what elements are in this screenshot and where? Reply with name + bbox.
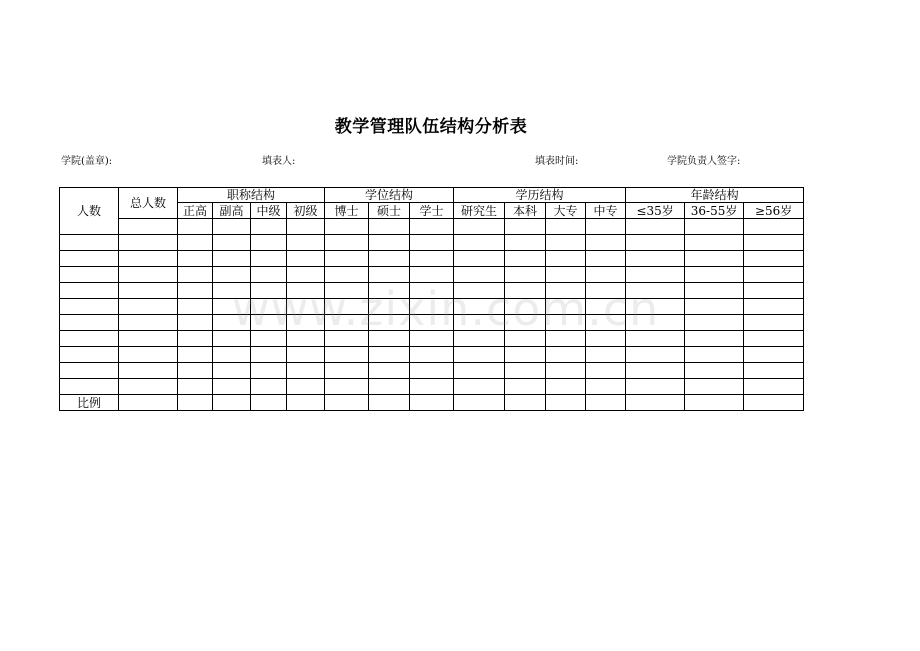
table-cell[interactable] [60, 235, 119, 251]
table-cell[interactable] [505, 395, 546, 411]
table-cell[interactable] [325, 395, 369, 411]
table-cell[interactable] [251, 395, 287, 411]
table-cell[interactable] [586, 251, 626, 267]
table-cell[interactable] [744, 219, 804, 235]
table-cell[interactable] [410, 379, 454, 395]
table-row [60, 283, 804, 299]
table-cell[interactable] [546, 379, 586, 395]
table-cell[interactable] [287, 251, 325, 267]
table-row [60, 251, 804, 267]
table-cell[interactable] [213, 363, 251, 379]
table-cell[interactable] [685, 331, 744, 347]
table-cell[interactable] [744, 379, 804, 395]
table-cell[interactable] [586, 299, 626, 315]
table-row [60, 299, 804, 315]
table-cell[interactable] [287, 347, 325, 363]
table-cell[interactable] [119, 283, 178, 299]
table-cell[interactable] [287, 395, 325, 411]
table-cell[interactable] [586, 347, 626, 363]
col-zhenggao: 正高 [178, 203, 213, 219]
table-cell[interactable] [546, 331, 586, 347]
col-age-over-56: ≥56岁 [744, 203, 804, 219]
table-cell[interactable] [287, 379, 325, 395]
table-cell[interactable] [546, 347, 586, 363]
table-cell[interactable] [546, 235, 586, 251]
table-cell[interactable] [119, 331, 178, 347]
table-cell[interactable] [178, 251, 213, 267]
table-cell[interactable] [213, 283, 251, 299]
table-cell[interactable] [251, 331, 287, 347]
table-cell[interactable] [60, 283, 119, 299]
table-cell[interactable] [410, 235, 454, 251]
table-cell[interactable] [178, 219, 213, 235]
table-cell[interactable] [626, 315, 685, 331]
structure-table [59, 187, 804, 411]
table-cell[interactable] [213, 235, 251, 251]
table-cell[interactable] [325, 315, 369, 331]
table-cell[interactable] [60, 299, 119, 315]
row-label-ratio: 比例 [60, 395, 119, 411]
table-cell[interactable] [454, 251, 505, 267]
col-benke: 本科 [505, 203, 546, 219]
table-cell[interactable] [251, 235, 287, 251]
table-cell[interactable] [454, 235, 505, 251]
col-chuji: 初级 [287, 203, 325, 219]
table-cell[interactable] [287, 331, 325, 347]
group-title-structure: 职称结构 [178, 188, 325, 203]
table-cell[interactable] [546, 251, 586, 267]
table-cell[interactable] [178, 299, 213, 315]
table-cell[interactable] [119, 219, 178, 235]
col-total: 总人数 [119, 188, 178, 219]
table-cell[interactable] [178, 363, 213, 379]
table-cell[interactable] [369, 235, 410, 251]
table-cell[interactable] [410, 395, 454, 411]
page-title: 教学管理队伍结构分析表 [334, 117, 528, 137]
table-cell[interactable] [685, 267, 744, 283]
col-age-36-55: 36-55岁 [685, 203, 744, 219]
table-cell[interactable] [119, 299, 178, 315]
table-cell[interactable] [410, 267, 454, 283]
table-cell[interactable] [454, 395, 505, 411]
table-cell[interactable] [251, 219, 287, 235]
table-cell[interactable] [454, 219, 505, 235]
table-cell[interactable] [410, 347, 454, 363]
table-cell[interactable] [213, 299, 251, 315]
table-cell[interactable] [325, 251, 369, 267]
table-cell[interactable] [287, 219, 325, 235]
filler-label: 填表人: [262, 156, 296, 167]
table-cell[interactable] [744, 235, 804, 251]
col-zhongzhuan: 中专 [586, 203, 626, 219]
table-cell[interactable] [454, 331, 505, 347]
table-cell[interactable] [505, 283, 546, 299]
table-cell[interactable] [119, 363, 178, 379]
table-cell[interactable] [251, 267, 287, 283]
table-cell[interactable] [251, 379, 287, 395]
table-cell[interactable] [410, 315, 454, 331]
table-cell[interactable] [685, 379, 744, 395]
table-row [60, 379, 804, 395]
table-cell[interactable] [454, 347, 505, 363]
dean-sign-label: 学院负责人签字: [667, 156, 741, 167]
table-cell[interactable] [626, 235, 685, 251]
table-cell[interactable] [213, 347, 251, 363]
table-cell[interactable] [586, 235, 626, 251]
table-cell[interactable] [369, 347, 410, 363]
table-cell[interactable] [410, 331, 454, 347]
table-cell[interactable] [505, 219, 546, 235]
table-cell[interactable] [685, 299, 744, 315]
table-cell[interactable] [685, 395, 744, 411]
table-cell[interactable] [505, 235, 546, 251]
table-cell[interactable] [60, 315, 119, 331]
table-cell[interactable] [685, 251, 744, 267]
table-cell[interactable] [213, 315, 251, 331]
table-cell[interactable] [744, 299, 804, 315]
col-dazhuan: 大专 [546, 203, 586, 219]
table-cell[interactable] [626, 395, 685, 411]
col-xueshi: 学士 [410, 203, 454, 219]
table-cell[interactable] [119, 235, 178, 251]
table-cell[interactable] [685, 315, 744, 331]
table-cell[interactable] [546, 395, 586, 411]
table-cell[interactable] [287, 235, 325, 251]
table-cell[interactable] [410, 283, 454, 299]
table-row [60, 315, 804, 331]
table-cell[interactable] [626, 331, 685, 347]
col-age-under-35: ≤35岁 [626, 203, 685, 219]
table-cell[interactable] [178, 395, 213, 411]
table-cell[interactable] [505, 251, 546, 267]
table-cell[interactable] [369, 395, 410, 411]
table-cell[interactable] [546, 315, 586, 331]
table-cell[interactable] [586, 331, 626, 347]
table-cell[interactable] [213, 331, 251, 347]
group-education-structure: 学历结构 [454, 188, 626, 203]
table-cell[interactable] [119, 267, 178, 283]
table-cell[interactable] [744, 363, 804, 379]
col-shuoshi: 硕士 [369, 203, 410, 219]
table-cell[interactable] [325, 219, 369, 235]
table-row [60, 219, 804, 235]
table-cell[interactable] [586, 395, 626, 411]
table-cell[interactable] [505, 363, 546, 379]
table-cell[interactable] [178, 235, 213, 251]
table-cell[interactable] [287, 299, 325, 315]
table-cell[interactable] [178, 315, 213, 331]
table-cell[interactable] [325, 283, 369, 299]
table-cell[interactable] [454, 363, 505, 379]
col-yanjiusheng: 研究生 [454, 203, 505, 219]
row-header-count: 人数 [60, 188, 119, 235]
table-cell[interactable] [626, 299, 685, 315]
table-cell[interactable] [744, 395, 804, 411]
table-cell[interactable] [626, 251, 685, 267]
table-cell[interactable] [505, 347, 546, 363]
table-cell[interactable] [586, 283, 626, 299]
table-cell[interactable] [505, 267, 546, 283]
table-cell[interactable] [119, 395, 178, 411]
table-cell[interactable] [178, 331, 213, 347]
table-row [60, 347, 804, 363]
table-cell[interactable] [213, 379, 251, 395]
table-cell[interactable] [119, 315, 178, 331]
table-cell[interactable] [178, 283, 213, 299]
table-cell[interactable] [60, 251, 119, 267]
table-cell[interactable] [410, 251, 454, 267]
table-cell[interactable] [60, 363, 119, 379]
table-cell[interactable] [505, 379, 546, 395]
table-cell[interactable] [369, 283, 410, 299]
table-cell[interactable] [626, 379, 685, 395]
table-cell[interactable] [251, 347, 287, 363]
table-cell[interactable] [325, 331, 369, 347]
table-cell[interactable] [325, 379, 369, 395]
table-cell[interactable] [119, 251, 178, 267]
table-cell[interactable] [685, 219, 744, 235]
college-stamp-label: 学院(盖章): [61, 156, 113, 167]
table-cell[interactable] [410, 299, 454, 315]
table-cell[interactable] [454, 283, 505, 299]
table-cell[interactable] [325, 347, 369, 363]
table-cell[interactable] [251, 251, 287, 267]
table-cell[interactable] [119, 379, 178, 395]
table-cell[interactable] [178, 379, 213, 395]
table-row-ratio [60, 395, 804, 411]
table-cell[interactable] [685, 363, 744, 379]
col-fugao: 副高 [213, 203, 251, 219]
table-cell[interactable] [505, 315, 546, 331]
table-cell[interactable] [586, 267, 626, 283]
table-cell[interactable] [546, 363, 586, 379]
col-boshi: 博士 [325, 203, 369, 219]
table-cell[interactable] [685, 283, 744, 299]
table-cell[interactable] [410, 219, 454, 235]
watermark: www.zixin.com.cn [232, 282, 660, 336]
table-cell[interactable] [586, 363, 626, 379]
table-cell[interactable] [626, 347, 685, 363]
table-cell[interactable] [369, 219, 410, 235]
table-cell[interactable] [325, 267, 369, 283]
table-cell[interactable] [369, 331, 410, 347]
table-cell[interactable] [744, 315, 804, 331]
table-cell[interactable] [251, 283, 287, 299]
table-row [60, 235, 804, 251]
table-cell[interactable] [685, 235, 744, 251]
col-zhongji: 中级 [251, 203, 287, 219]
table-cell[interactable] [410, 363, 454, 379]
table-cell[interactable] [287, 283, 325, 299]
table-cell[interactable] [213, 219, 251, 235]
table-cell[interactable] [454, 315, 505, 331]
table-cell[interactable] [586, 315, 626, 331]
table-cell[interactable] [454, 267, 505, 283]
table-row [60, 363, 804, 379]
fill-time-label: 填表时间: [535, 156, 579, 167]
table-cell[interactable] [454, 299, 505, 315]
table-cell[interactable] [744, 267, 804, 283]
table-cell[interactable] [213, 251, 251, 267]
table-cell[interactable] [505, 299, 546, 315]
table-cell[interactable] [325, 299, 369, 315]
table-cell[interactable] [325, 235, 369, 251]
table-cell[interactable] [369, 251, 410, 267]
table-cell[interactable] [369, 267, 410, 283]
table-cell[interactable] [325, 363, 369, 379]
table-cell[interactable] [369, 315, 410, 331]
table-cell[interactable] [546, 267, 586, 283]
table-cell[interactable] [626, 283, 685, 299]
table-cell[interactable] [744, 347, 804, 363]
table-cell[interactable] [744, 251, 804, 267]
table-cell[interactable] [546, 299, 586, 315]
table-cell[interactable] [546, 283, 586, 299]
table-cell[interactable] [454, 379, 505, 395]
table-cell[interactable] [287, 315, 325, 331]
table-cell[interactable] [251, 315, 287, 331]
table-cell[interactable] [251, 299, 287, 315]
table-cell[interactable] [369, 363, 410, 379]
group-age-structure: 年龄结构 [626, 188, 804, 203]
table-cell[interactable] [369, 299, 410, 315]
table-cell[interactable] [119, 347, 178, 363]
table-cell[interactable] [586, 379, 626, 395]
table-row [60, 331, 804, 347]
table-cell[interactable] [626, 363, 685, 379]
table-cell[interactable] [744, 331, 804, 347]
table-cell[interactable] [60, 267, 119, 283]
table-cell[interactable] [586, 219, 626, 235]
table-cell[interactable] [744, 283, 804, 299]
table-cell[interactable] [60, 347, 119, 363]
table-cell[interactable] [287, 267, 325, 283]
table-cell[interactable] [626, 267, 685, 283]
table-cell[interactable] [546, 219, 586, 235]
table-cell[interactable] [251, 363, 287, 379]
table-cell[interactable] [369, 379, 410, 395]
table-cell[interactable] [685, 347, 744, 363]
table-row [60, 267, 804, 283]
table-cell[interactable] [626, 219, 685, 235]
table-cell[interactable] [213, 395, 251, 411]
group-degree-structure: 学位结构 [325, 188, 454, 203]
table-cell[interactable] [287, 363, 325, 379]
table-cell[interactable] [178, 347, 213, 363]
table-cell[interactable] [178, 267, 213, 283]
table-cell[interactable] [60, 379, 119, 395]
table-cell[interactable] [505, 331, 546, 347]
table-cell[interactable] [60, 331, 119, 347]
table-cell[interactable] [213, 267, 251, 283]
